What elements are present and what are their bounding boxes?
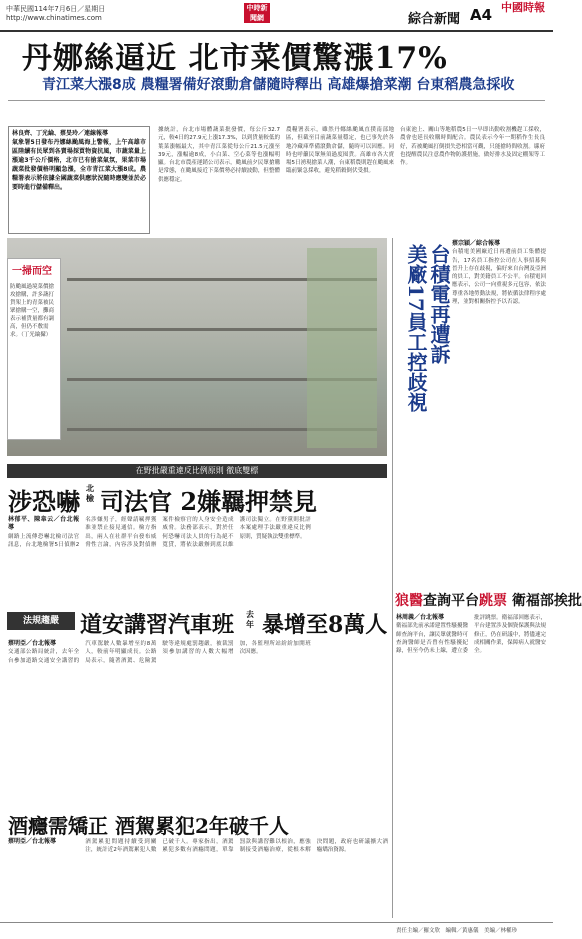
- side-story2-body: [396, 614, 546, 920]
- side-story2-headline-b: 查詢平台: [423, 593, 479, 609]
- story3-headline-b: 暴增至8萬人: [262, 612, 388, 638]
- lead-byline: 林良齊、丁光綸、蔡旻玲／連線報導: [12, 130, 109, 137]
- story-kicker-banner: 在野批嚴重違反比例原則 徹底雙標: [7, 464, 387, 478]
- section-name: 綜合新聞: [408, 12, 461, 27]
- empty-shelves-photo: [7, 238, 387, 456]
- page-number: A4: [470, 6, 493, 24]
- masthead: [0, 0, 553, 32]
- issue-date: 中華民國114年7月6日／星期日: [6, 5, 106, 13]
- column-divider: [392, 238, 393, 918]
- side-story-text: 台積電美國廠近日再遭前員工集體提告，17名員工指控公司在人事招募與晉升上存在歧視，偏好來自台灣及亞洲的員工，對美籍員工不公平。台積電回應表示，公司一向重視多元包容，依法尊重各地勞動法規，將依循法律程序處理，並對相關指控予以否認。: [452, 249, 546, 306]
- news-network-logo: 中時新聞網: [244, 3, 270, 23]
- newspaper-brand: 中國時報: [501, 1, 545, 14]
- lead-intro-box: [8, 126, 150, 234]
- story2-headline-b: 司法官 2嫌羈押禁見: [100, 487, 318, 516]
- side-story2-headline-a: 狼醫: [395, 593, 423, 609]
- story3-text: 交通部公路局統計，去年全台參加道路交通安全講習的汽車駕駛人數暴增至約8萬人，較前年明顯成長。公路局表示，隨著酒駕、危險駕駛等違規處罰趨嚴，被裁罰須參加講習的人數大幅增加，各監理所站紛紛加開班次因應。: [8, 641, 311, 664]
- editor-credits: 責任主編／羅文欣 編輯／黃惠儀 美編／林權珍: [396, 928, 518, 934]
- side-story-byline: 蔡宗穎／綜合報導: [452, 240, 501, 247]
- story4-headline: 酒癮需矯正 酒駕累犯2年破千人: [8, 814, 289, 838]
- story3-headline-tag: 去年: [246, 610, 254, 629]
- lead-body-col-2: 據統計，台北市場體蔬菜批發價，每公斤32.7元，較4日的27.9元上漲17.3%，以到貨量較低的葉菜漲幅最大，其中青江菜從每公斤21.5元漲至39元，漲幅逾8成，小白菜、空心菜等也漲幅明顯。台北市農產運銷公司表示，颱風前夕民眾搶購是常態，在颱風接近下菜價勢必持續波動，但整體供應穩定。: [158, 127, 280, 183]
- story3-body: [8, 640, 388, 804]
- story4-text: 酒駕累犯問題持續受到關注，統計近2年酒駕累犯人數已破千人。專家指出，酒駕累犯多數有酒癮問題，單靠罰款與講習難以根治，應強制接受酒癮治療，從根本解決問題，政府也研議擴大酒癮矯治資源。: [85, 839, 388, 854]
- side-story2-headline: [395, 590, 582, 609]
- side-story2-byline: 林周義／台北報導: [396, 614, 445, 621]
- story2-text: 網路上流傳恐嚇北檢司法官訊息，台北地檢署5日偵辦2名涉嫌男子，經聲請羈押獲准並禁止接見通信。檢方指出，兩人在社群平台發布威脅性言論，內容涉及對偵辦案件檢察官的人身安全造成威脅。法務部表示，對於任何恐嚇司法人員的行為絕不寬貸，將依法嚴辦到底以維護司法獨立。在野黨則批評本案處理手法嚴重違反比例原則，質疑執法雙重標準。: [8, 517, 311, 548]
- story3-headline-a: 道安講習汽車班: [80, 612, 235, 638]
- lead-body-col-4: 台東池上、關山等地稻農5日一早即出動收割機趕工採收，農會也延長收購時間配合。農民表示今年一期稻作生長良好，若被颱風打倒損失恐相當可觀，只能搶時間收割。縣府也提醒農民注意農作物防護措施，做好排水及固定棚架等工作。: [400, 127, 545, 167]
- story2-body: [8, 516, 388, 604]
- divider: [8, 100, 545, 101]
- story3-tag: 法規趨嚴: [7, 612, 75, 630]
- photo-caption-title: 一掃而空: [12, 266, 52, 277]
- side-vertical-headline-a: 美廠17員工控歧視: [404, 244, 428, 412]
- side-vertical-headline-b: 台積電再遭訴: [427, 244, 451, 364]
- story2-headline-a: 涉恐嚇: [8, 487, 80, 516]
- story3-byline: 蔡明亞／台北報導: [8, 640, 57, 647]
- side-story2-headline-d: 衛福部挨批: [507, 593, 582, 609]
- side-story2-headline-c: 跳票: [479, 593, 507, 609]
- photo-caption-text: 防颱風過境菜價搶攻搶購，許多蔬打貨架上的青菜被民眾搶購一空，攤商表示補貨量都有調高，但仍不敷需求。（丁光綸攝）: [10, 284, 55, 338]
- website-url[interactable]: http://www.chinatimes.com: [6, 14, 102, 22]
- lead-body-col-3: 農糧署表示，雖然丹娜絲颱風直撲南部地區，但截至目前蔬菜量穩定，也已事先於各地冷藏庫準備滾動倉儲，隨時可以因應。同時也呼籲民眾無須過度囤貨。高雄市各大賣場5日湧現搶菜人潮，台東稻農則趕在颱風來臨前緊急採收，避免稻穀倒伏受損。: [286, 127, 395, 175]
- lead-intro-text: 氣象署5日發布丹娜絲颱風海上警報，上午高雄市區陸續有民眾到各賣場採買物資抗風，市蔬菜量上漲逾3千公斤價格，北市已有搶菜氣氛，果菜市場蔬菜批發價格明顯急漲，全市青江菜大漲8成。農糧署表示將依據全國蔬菜供應狀況隨時應變並於必要時進行儲備釋出。: [12, 139, 146, 192]
- story4-byline: 蔡明亞／台北報導: [8, 838, 57, 845]
- story4-body: [8, 838, 388, 920]
- story2-byline: 林郁平、陳韋云／台北報導: [8, 516, 80, 532]
- lead-subhead: 青江菜大漲8成 農糧署備好滾動倉儲隨時釋出 高雄爆搶菜潮 台東稻農急採收: [42, 77, 515, 93]
- story2-headline-tag: 北檢: [86, 484, 94, 503]
- side-story-body: [452, 240, 546, 584]
- lead-headline: 丹娜絲逼近 北市菜價驚漲17%: [22, 41, 448, 76]
- side-story2-text: 衛福部先前承諾建置性騷擾醫師查詢平台，讓民眾就醫時可查詢醫師是否曾有性騷擾紀錄，但至今仍未上線，遭立委批評跳票。衛福部回應表示，平台建置涉及個資保護與法規修正，仍在研議中，將儘速完成相關作業，保障病人就醫安全。: [396, 615, 546, 655]
